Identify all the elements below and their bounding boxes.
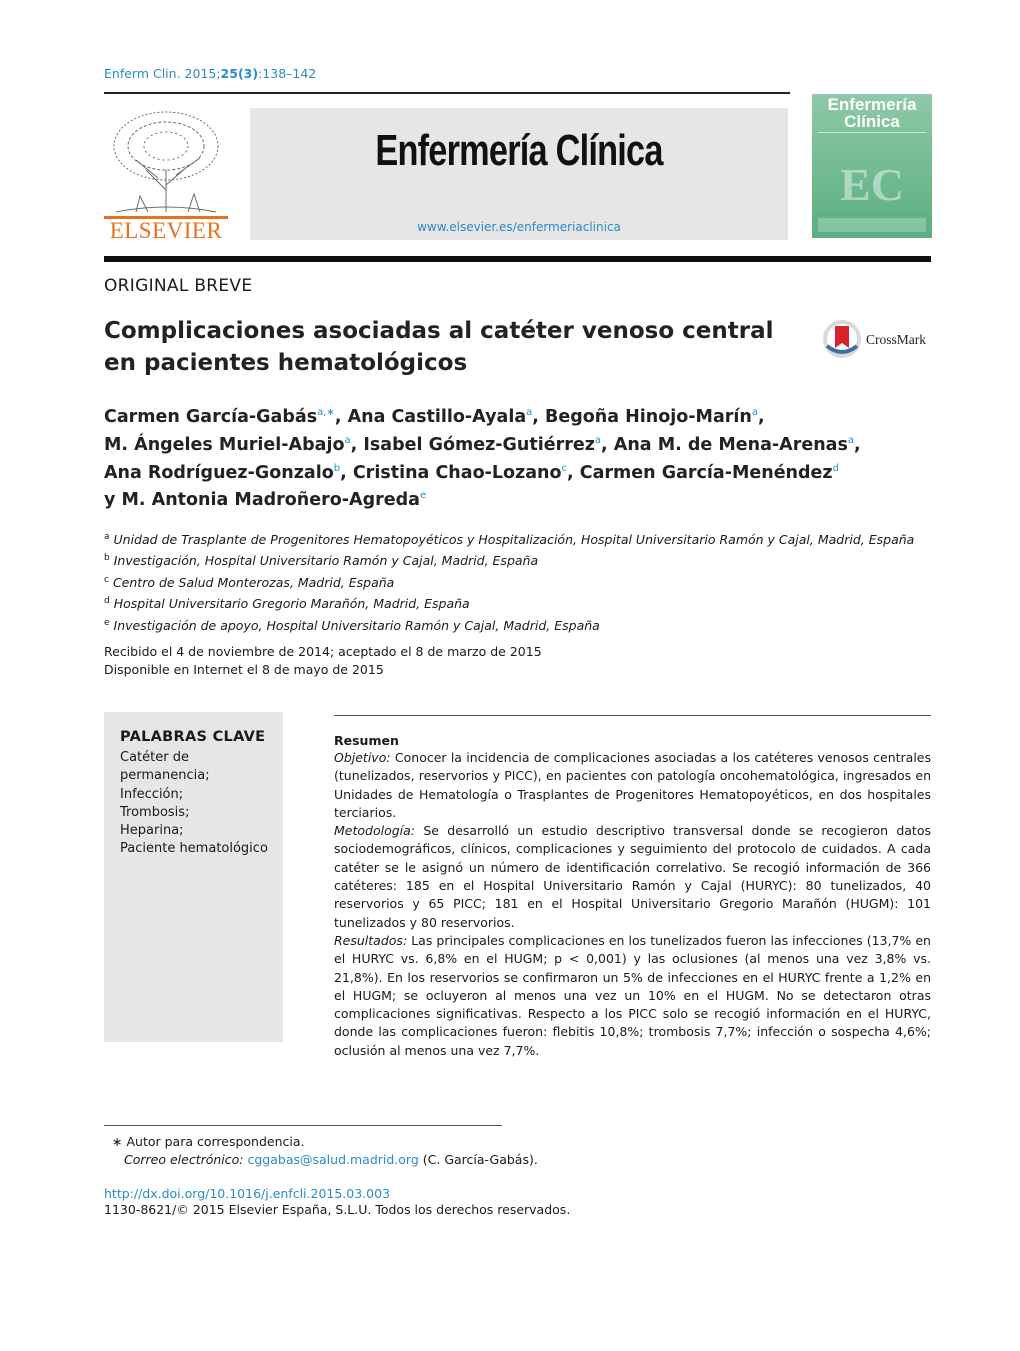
copyright-line: 1130-8621/© 2015 Elsevier España, S.L.U. Todos los derechos reservados. <box>104 1202 571 1217</box>
cover-title <box>812 96 932 130</box>
affiliation-letter: d <box>104 596 110 607</box>
affiliation-letter: c <box>104 574 109 585</box>
affiliation-text: Unidad de Trasplante de Progenitores Hematopoyéticos y Hospitalización, Hospital Universitario Ramón y Cajal, Madrid, España <box>113 532 915 548</box>
keyword-item: Catéter de permanencia; <box>120 750 210 784</box>
elsevier-wordmark: ELSEVIER <box>109 218 223 243</box>
keyword-item: Paciente hematológico <box>120 841 268 857</box>
citation-line[interactable] <box>104 66 316 81</box>
author-name: y M. Antonia Madroñero-Agreda <box>104 490 420 511</box>
abstract-paragraph-text: Las principales complicaciones en los tunelizados fueron las infecciones (13,7% en el HURYC vs. 6,8% en el HUGM; p < 0,001) y las oclusiones (al menos una vez 3,8% vs. 21,8%). En los reservorios se confirmaron un 5% de infecciones en el HURYC frente a 1,2% en el HUGM; se ocluyeron al menos una vez un 10% en el HUGM. No se detectaron otras complicaciones significativas. Respecto a los PICC solo se recogió información en el HURYC, donde las complicaciones fueron: flebitis 10,8%; trombosis 7,7%; infección o sospecha 4,6%; oclusión al menos una vez 7,7%. <box>334 932 931 1058</box>
available-date: Disponible en Internet el 8 de mayo de 2015 <box>104 662 384 677</box>
author-affiliation-mark[interactable]: a <box>751 407 759 418</box>
author-affiliation-mark[interactable]: b <box>333 462 341 474</box>
author-name: Ana M. de Mena-Arenas <box>613 434 848 455</box>
author-name: Isabel Gómez-Gutiérrez <box>363 434 595 455</box>
author-separator: , <box>854 434 861 455</box>
abstract-paragraph-text: Conocer la incidencia de complicaciones asociadas a los catéteres venosos centrales (tunelizados, reservorios y PICC), en pacientes con patología oncohematológica, ingresados en Unidades de Hematología o Trasplantes de Progenitores Hematopoyéticos, en dos hospitales terciarios. <box>334 750 931 820</box>
cover-title-line2: Clínica <box>844 112 900 131</box>
author-name: Carmen García-Menéndez <box>579 462 833 483</box>
article-title: Complicaciones asociadas al catéter venoso central en pacientes hematológicos <box>104 318 774 376</box>
author-separator: , <box>758 406 765 427</box>
affiliation-letter: a <box>104 532 110 542</box>
author-affiliation-mark[interactable]: a,∗ <box>317 407 335 418</box>
affiliation-letter: b <box>104 553 110 564</box>
journal-title: Enfermería Clínica <box>375 126 663 175</box>
footnote-divider <box>104 1125 502 1126</box>
abstract-heading: Resumen <box>334 733 399 748</box>
affiliation-text: Centro de Salud Monterozas, Madrid, España <box>112 575 395 591</box>
crossmark-badge[interactable] <box>822 318 934 362</box>
article-dates <box>104 643 542 679</box>
author-name: Begoña Hinojo-Marín <box>545 406 752 427</box>
email-link[interactable]: cggabas@salud.madrid.org <box>247 1152 419 1167</box>
cover-title-line1: Enfermería <box>827 95 917 114</box>
citation-pages: :138–142 <box>258 66 317 81</box>
author-affiliation-mark[interactable]: a <box>847 434 855 446</box>
keywords-title: PALABRAS CLAVE <box>120 729 266 745</box>
section-label: ORIGINAL BREVE <box>104 276 253 296</box>
author-list <box>104 401 934 512</box>
author-name: Ana Castillo-Ayala <box>347 406 527 427</box>
crossmark-icon <box>822 318 862 360</box>
abstract-body <box>334 749 931 1060</box>
author-name: M. Ángeles Muriel-Abajo <box>104 434 345 455</box>
affiliation-item <box>104 614 934 635</box>
journal-url-link[interactable]: www.elsevier.es/enfermeriaclinica <box>417 220 621 234</box>
abstract-paragraph-label: Resultados: <box>334 932 408 948</box>
affiliation-letter: e <box>104 617 110 628</box>
citation-journal: Enferm Clin. 2015; <box>104 66 221 81</box>
author-separator: , <box>601 434 614 455</box>
author-affiliation-mark[interactable]: e <box>419 490 427 502</box>
author-separator: , <box>350 434 364 455</box>
cover-initials: EC <box>840 159 904 210</box>
author-name: Cristina Chao-Lozano <box>352 462 562 483</box>
footnote-mark: ∗ <box>112 1134 123 1149</box>
abstract-paragraph-text: Se desarrolló un estudio descriptivo transversal donde se recogieron datos sociodemográficos, clínicos, complicaciones y seguimiento del protocolo de cuidados. A cada catéter se le asignó un número de identificación correlativo. Se recogió información de 366 catéteres: 185 en el Hospital Universitario Ramón y Cajal (HURYC): 80 tunelizados, 40 reservorios y 65 PICC; 181 en el Hospital Universitario Gregorio Marañón (HUGM): 101 tunelizados y 80 reservorios. <box>334 823 931 930</box>
received-date: Recibido el 4 de noviembre de 2014; aceptado el 8 de marzo de 2015 <box>104 644 542 659</box>
author-affiliation-mark[interactable]: d <box>832 462 839 474</box>
header-divider <box>104 92 790 94</box>
email-label: Correo electrónico: <box>124 1152 244 1167</box>
abstract-divider <box>334 715 931 716</box>
keyword-item: Heparina; <box>120 823 184 839</box>
author-affiliation-mark[interactable]: a <box>344 434 351 446</box>
abstract-paragraph-label: Objetivo: <box>334 750 391 765</box>
header-thick-divider <box>104 256 931 262</box>
keyword-item: Trombosis; <box>120 804 190 820</box>
author-affiliation-mark[interactable]: a <box>526 407 533 418</box>
author-affiliation-mark[interactable]: a <box>594 434 602 446</box>
abstract-paragraph <box>334 932 931 1060</box>
affiliation-item <box>104 592 934 613</box>
affiliation-list <box>104 528 934 635</box>
author-separator: , <box>532 406 546 427</box>
author-affiliation-mark[interactable]: c <box>561 462 568 474</box>
affiliation-item <box>104 549 934 570</box>
affiliation-text: Hospital Universitario Gregorio Marañón, Madrid, España <box>113 596 470 612</box>
abstract-paragraph <box>334 822 931 932</box>
correspondence-footnote <box>112 1133 538 1169</box>
author-name: Ana Rodríguez-Gonzalo <box>104 462 334 483</box>
affiliation-text: Investigación, Hospital Universitario Ramón y Cajal, Madrid, España <box>113 553 539 569</box>
abstract-paragraph-label: Metodología: <box>334 823 416 839</box>
keyword-item: Infección; <box>120 786 184 802</box>
citation-volume: 25(3) <box>220 66 259 81</box>
footnote-text: Autor para correspondencia. <box>126 1134 305 1149</box>
doi-link[interactable]: http://dx.doi.org/10.1016/j.enfcli.2015.03.003 <box>104 1186 391 1201</box>
elsevier-logo <box>96 100 236 246</box>
affiliation-item <box>104 571 934 592</box>
author-separator: , <box>340 462 353 483</box>
abstract-paragraph <box>334 749 931 822</box>
crossmark-label: CrossMark <box>866 332 926 347</box>
keywords-list <box>120 749 270 859</box>
author-separator: , <box>567 462 580 483</box>
affiliation-text: Investigación de apoyo, Hospital Universitario Ramón y Cajal, Madrid, España <box>113 617 600 633</box>
author-name: Carmen García-Gabás <box>104 406 318 427</box>
email-owner: (C. García-Gabás). <box>422 1152 538 1167</box>
author-separator: , <box>334 406 348 427</box>
affiliation-item <box>104 528 934 549</box>
